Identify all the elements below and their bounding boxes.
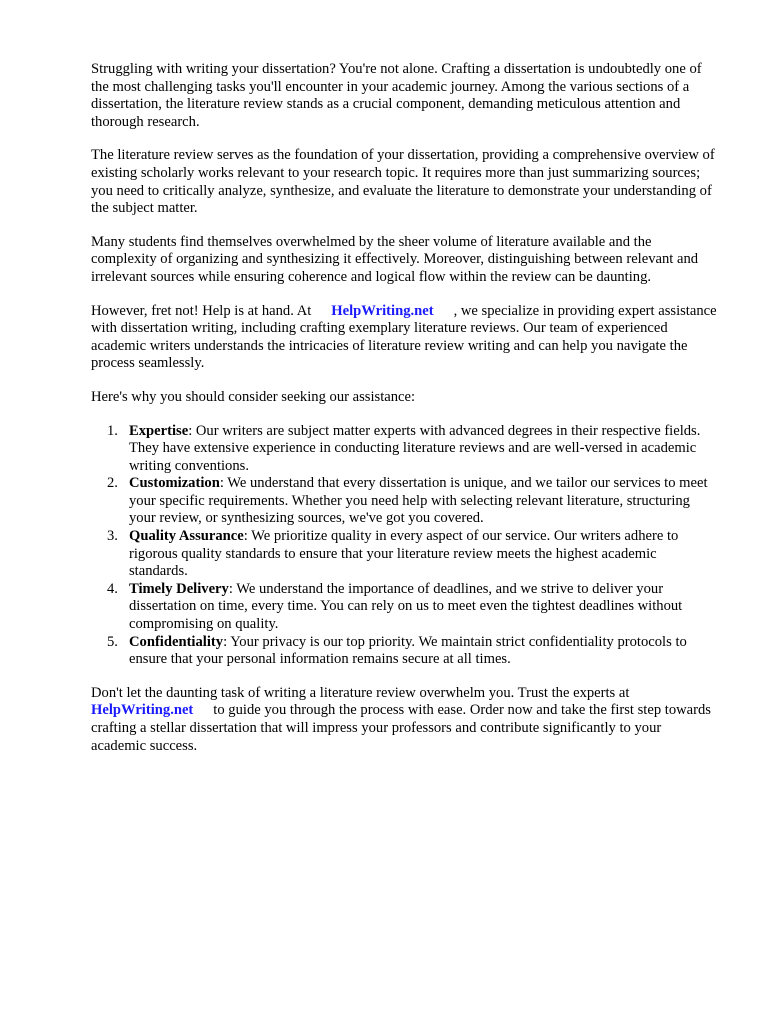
list-item xyxy=(91,423,719,476)
list-item-text: : We understand the importance of deadlines, and we strive to deliver your dissertation on time, every time. You can rely on us to meet even the tightest deadlines without compromising on quality. xyxy=(129,580,683,633)
closing-paragraph xyxy=(91,685,719,755)
list-item xyxy=(91,475,719,528)
help-paragraph-before: However, fret not! Help is at hand. At xyxy=(91,302,312,319)
list-item-text: : Our writers are subject matter experts with advanced degrees in their respective fields. They have extensive experience in conducting literature reviews and are well-versed in academic writing conventions. xyxy=(129,422,701,474)
list-item xyxy=(91,634,719,669)
list-item-term: Customization xyxy=(129,475,220,492)
helpwriting-link[interactable]: HelpWriting.net xyxy=(91,702,194,719)
list-item-number: 5. xyxy=(107,633,118,650)
list-item xyxy=(91,581,719,634)
list-item-term: Quality Assurance xyxy=(129,528,244,545)
list-item-number: 1. xyxy=(107,422,118,439)
list-item-term: Expertise xyxy=(129,422,189,439)
list-item-term: Timely Delivery xyxy=(129,580,229,597)
closing-paragraph-before: Don't let the daunting task of writing a literature review overwhelm you. Trust the experts at xyxy=(91,684,630,701)
list-item-text: : We understand that every dissertation is unique, and we tailor our services to meet your specific requirements. Whether you need help with selecting relevant literature, structuring your review, or synthesizing sources, we've got you covered. xyxy=(129,475,708,527)
list-item-text: : We prioritize quality in every aspect of our service. Our writers adhere to rigorous quality standards to ensure that your literature review meets the highest academic standards. xyxy=(129,528,679,580)
list-item-term: Confidentiality xyxy=(129,633,224,650)
list-item-number: 4. xyxy=(107,580,118,597)
closing-paragraph-after: to guide you through the process with ease. Order now and take the first step towards crafting a stellar dissertation that will impress your professors and contribute significantly to your academic success. xyxy=(91,702,711,754)
helpwriting-link[interactable]: HelpWriting.net xyxy=(331,302,434,319)
reasons-intro-paragraph: Here's why you should consider seeking our assistance: xyxy=(91,388,416,405)
help-paragraph-after: , we specialize in providing expert assistance with dissertation writing, including crafting exemplary literature reviews. Our team of experienced academic writers understands the intricacies of literature review writing and can help you navigate the process seamlessly. xyxy=(91,302,717,372)
help-paragraph xyxy=(91,303,719,373)
reasons-list xyxy=(91,423,719,669)
overwhelm-paragraph: Many students find themselves overwhelmed by the sheer volume of literature available and the complexity of organizing and synthesizing it effectively. Moreover, distinguishing between relevant and irrelevant sources while ensuring coherence and logical flow within the review can be daunting. xyxy=(91,233,699,285)
literature-review-paragraph: The literature review serves as the foundation of your dissertation, providing a comprehensive overview of existing scholarly works relevant to your research topic. It requires more than just summarizing sources; you need to critically analyze, synthesize, and evaluate the literature to demonstrate your understanding of the subject matter. xyxy=(91,147,715,217)
intro-paragraph: Struggling with writing your dissertation? You're not alone. Crafting a dissertation is undoubtedly one of the most challenging tasks you'll encounter in your academic journey. Among the various sections of a dissertation, the literature review stands as a crucial component, demanding meticulous attention and thorough research. xyxy=(91,61,702,130)
list-item-number: 2. xyxy=(107,475,118,492)
list-item xyxy=(91,528,719,581)
document-page xyxy=(91,61,719,771)
list-item-number: 3. xyxy=(107,528,118,545)
list-item-text: : Your privacy is our top priority. We maintain strict confidentiality protocols to ensure that your personal information remains secure at all times. xyxy=(129,633,687,668)
